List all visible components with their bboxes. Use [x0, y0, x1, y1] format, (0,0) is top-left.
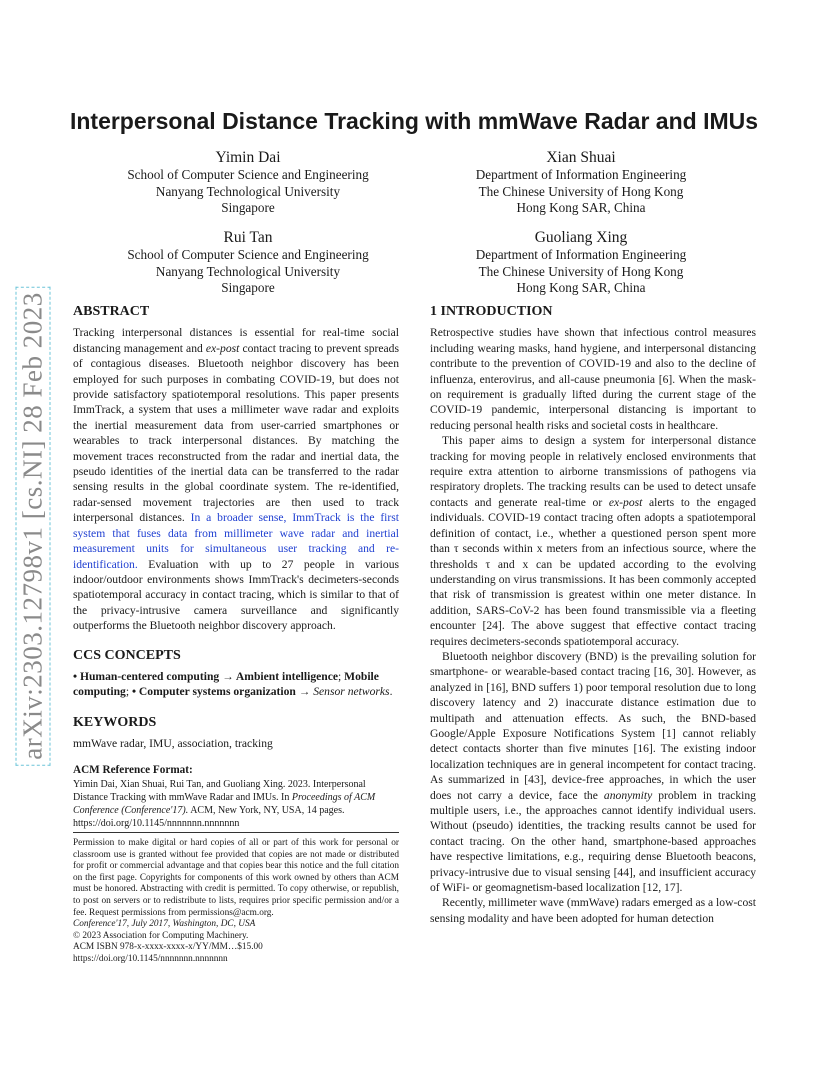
paper-title: Interpersonal Distance Tracking with mmWave Radar and IMUs: [69, 108, 759, 134]
conference-info: Conference'17, July 2017, Washington, DC, USA: [73, 919, 256, 930]
intro-paragraph: Recently, millimeter wave (mmWave) radars emerged as a low-cost sensing modality and have been adopted for human detection: [430, 896, 756, 925]
author-block: [88, 148, 408, 217]
author-dept: School of Computer Science and Engineering: [127, 167, 369, 182]
permission-text: Permission to make digital or hard copies of all or part of this work for personal or classroom use is granted without fee provided that copies are not made or distributed for profit or commercial advantage and that copies bear this notice and the full citation on the first page. Copyrights for components of this work owned by others than ACM must be honored. Abstracting with credit is permitted. To copy otherwise, or republish, to post on servers or to redistribute to lists, requires prior specific permission and/or a fee. Request permissions from permissions@acm.org.: [73, 838, 399, 918]
author-org: Nanyang Technological University: [155, 183, 341, 199]
author-dept: Department of Information Engineering: [475, 167, 687, 182]
author-location: Singapore: [221, 200, 275, 215]
copyright-line: © 2023 Association for Computing Machinery.: [73, 930, 249, 941]
author-location: Hong Kong SAR, China: [516, 280, 646, 295]
author-name: Yimin Dai: [215, 149, 281, 166]
keywords-text: mmWave radar, IMU, association, tracking: [73, 737, 273, 751]
intro-paragraph: Bluetooth neighbor discovery (BND) is the prevailing solution for smartphone- or wearable-based contact tracing [16, 30]. However, as analyzed in [16], BND suffers 1) poor temporal resolution due to long discovery latency and 2) inaccurate distance estimation due to multipath and attenuation effects. As such, the BND-based Google/Apple Exposure Notifications System [1] cannot reliably detect contacts shorter than five minutes [16]. The existing indoor localization techniques are in general incompetent for contact tracing. As summarized in [43], device-free approaches, in which the user does not carry a device, face the anonymity problem in tracking multiple users, i.e., the approaches cannot identify individual users. Without (pseudo) identities, the tracking results cannot be used for contact tracing. On the other hand, smartphone-based approaches have respective limitations, e.g., requiring dense Bluetooth beacons, privacy-intrusive due to visual sensing [44], and insufficient accuracy of WiFi- or geomagnetism-based localization [12, 17].: [430, 649, 756, 895]
intro-paragraph: This paper aims to design a system for interpersonal distance tracking for moving people in relatively enclosed environments that require extra attention to airborne transmissions of pathogens via respiratory droplets. The tracking results can be used to detect unsafe contacts and generate real-time or ex-post alerts to the engaged individuals. COVID-19 contact tracing often adopts a spatiotemporal definition of contact, i.e., whether a questioned person spent more than τ seconds within x meters from an infectious source, where the thresholds τ and x can be updated according to the evolving understanding on virus transmissions. It has been commonly accepted that risk of transmission is greatest within one meter distance. In addition, SARS-CoV-2 has been found transmissible via a fleeting encounter [24]. The above suggest that effective contact tracing requires decimeters-seconds spatiotemporal accuracy.: [430, 434, 756, 648]
permission-block: [73, 838, 399, 966]
author-block: [88, 228, 408, 297]
author-location: Hong Kong SAR, China: [516, 200, 646, 215]
left-column: [73, 304, 399, 830]
author-name: Rui Tan: [223, 229, 273, 246]
right-column: [430, 304, 756, 926]
reference-text: Yimin Dai, Xian Shuai, Rui Tan, and Guoliang Xing. 2023. Interpersonal Distance Tracking with mmWave Radar and IMUs. In Proceedings of ACM Conference (Conference'17). ACM, New York, NY, USA, 14 pages. https://doi.org/10.1145/nnnnnnn.nnnnnnn: [73, 778, 376, 829]
intro-paragraph: Retrospective studies have shown that infectious control measures including wearing masks, hand hygiene, and interpersonal distancing contribute to the prevention of COVID-19 and also to the decline of influenza, enterovirus, and all-cause pneumonia [6]. When the mask-on requirement is gradually lifted during the current stage of the COVID-19 pandemic, interpersonal distancing is important to reducing personal health risks and societal costs in healthcare.: [430, 326, 756, 432]
author-block: [421, 228, 741, 297]
isbn-line: ACM ISBN 978-x-xxxx-xxxx-x/YY/MM…$15.00: [73, 942, 263, 953]
footnote-divider: [73, 832, 399, 833]
abstract-highlight: In a broader sense, ImmTrack is the first system that fuses data from millimeter wave radar and inertial measurement units for simultaneous user tracking and re-identification.: [73, 511, 400, 571]
author-name: Xian Shuai: [546, 149, 616, 166]
author-block: [421, 148, 741, 217]
author-dept: School of Computer Science and Engineering: [127, 247, 369, 262]
ccs-heading: CCS CONCEPTS: [73, 647, 181, 663]
keywords-heading: KEYWORDS: [73, 714, 157, 730]
abstract-heading: ABSTRACT: [73, 304, 150, 319]
doi-line: https://doi.org/10.1145/nnnnnnn.nnnnnnn: [73, 953, 228, 964]
author-org: Nanyang Technological University: [155, 263, 341, 279]
abstract-text: Tracking interpersonal distances is essential for real-time social distancing management and ex-post contact tracing to prevent spreads of contagious diseases. Bluetooth neighbor discovery has been employed for such purposes in combating COVID-19, but does not provide satisfactory spatiotemporal resolutions. This paper presents ImmTrack, a system that uses a millimeter wave radar and exploits the inertial measurement data from user-carried smartphones or wearables to track interpersonal distances. By matching the movement traces reconstructed from the radar and inertial data, the pseudo identities of the inertial data can be transferred to the radar sensing results in the global coordinate system. The re-identified, radar-sensed movement trajectories are then used to track interpersonal distances. In a broader sense, ImmTrack is the first system that fuses data from millimeter wave radar and inertial measurement units for simultaneous user tracking and re-identification. Evaluation with up to 27 people in various indoor/outdoor environments shows ImmTrack's decimeters-seconds spatiotemporal accuracy in contact tracing, which is similar to that of the privacy-intrusive camera surveillance and significantly outperforms the Bluetooth neighbor discovery approach.: [73, 326, 400, 633]
arxiv-stamp: arXiv:2303.12798v1 [cs.NI] 28 Feb 2023: [14, 266, 52, 786]
author-org: The Chinese University of Hong Kong: [478, 183, 684, 199]
intro-heading: 1 INTRODUCTION: [430, 304, 553, 319]
author-name: Guoliang Xing: [534, 229, 628, 246]
author-location: Singapore: [221, 280, 275, 295]
reference-heading: ACM Reference Format:: [73, 763, 193, 776]
author-org: The Chinese University of Hong Kong: [478, 263, 684, 279]
ccs-text: • Human-centered computing → Ambient intelligence; Mobile computing; • Computer systems organization → Sensor networks.: [73, 669, 393, 699]
author-dept: Department of Information Engineering: [475, 247, 687, 262]
